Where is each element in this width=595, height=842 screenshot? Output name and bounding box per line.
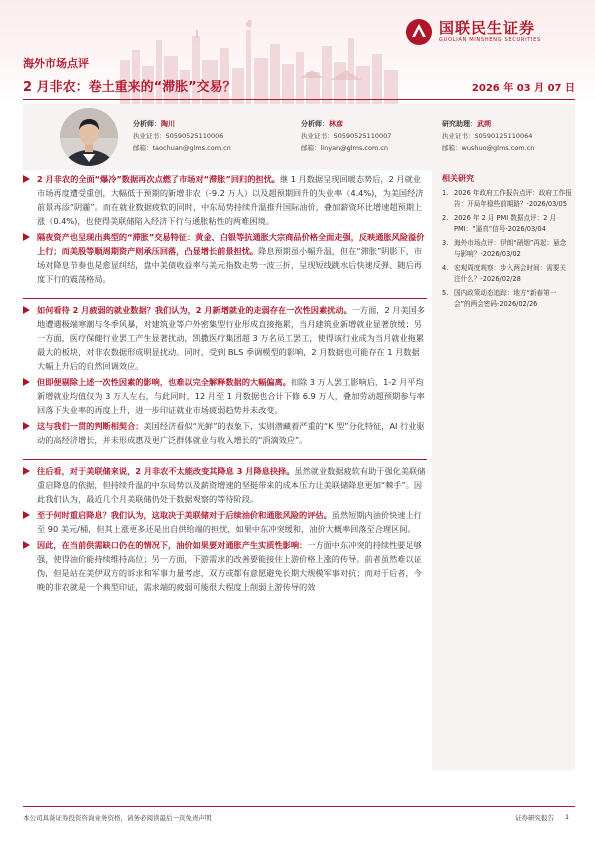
analyst-1-name: 陶川 xyxy=(161,120,175,128)
paragraph-2 xyxy=(23,230,427,286)
analyst-3-email: 邮箱：wushuo@glms.com.cn xyxy=(442,144,535,152)
bullet-arrow-icon xyxy=(23,175,30,183)
paragraph-6-body: 虽然就业数据疲软有助于强化美联储重启降息的依据，但持续升温的中东局势以及薪资增速的坚挺带来的成本压力让美联储降息更加“棘手”。因此我们认为，最近几个月美联储仍处于数据观察的等待阶段。 xyxy=(37,466,426,504)
bullet-arrow-icon xyxy=(23,541,30,549)
related-research-item[interactable]: 1. 2026 年政府工作报告点评：政府工作报告：开局年稳些前期路？-2026/03/05 xyxy=(442,189,572,208)
paragraph-3-lead: 如何看待 2 月疲弱的就业数据？我们认为，2 月新增就业的走弱存在一次性因素扰动。 xyxy=(37,305,352,315)
paragraph-5-body: 美国经济看似“光鲜”的表象下，实则潜藏着严重的“K 型”分化特征，AI 行业驱动的高经济增长，并未形成惠及更广泛群体就业与收入增长的“涓滴效应”。 xyxy=(37,421,425,445)
company-name-en: GUOLIAN MINSHENG SECURITIES xyxy=(439,37,541,43)
paragraph-3 xyxy=(23,303,427,373)
analyst-1-email: 邮箱：taochuan@glms.com.cn xyxy=(133,144,231,152)
analyst-2-cert: 执业证书：S0590525110007 xyxy=(301,132,392,140)
company-name-cn: 国联民生证券 xyxy=(439,19,536,37)
section-divider xyxy=(23,459,427,460)
report-title: 2 月非农：卷土重来的“滞胀”交易？ xyxy=(23,80,236,95)
paragraph-8-lead: 因此，在当前供需缺口仍在的情况下，油价如果要对通胀产生实质性影响： xyxy=(37,540,308,550)
bullet-arrow-icon xyxy=(23,422,30,430)
analyst-3: 研究助理：武朔 执业证书：S0590125110064 邮箱：wushuo@glms.com.cn xyxy=(442,120,535,152)
analyst-avatar xyxy=(60,108,118,166)
related-research-title: 相关研究 xyxy=(442,174,474,183)
paragraph-1-body: 继 1 月数据呈现回暖态势后，2 月就业市场再度遭受重创，大幅低于预期的新增非农（-9.2 万人）以及超预期回升的失业率（4.4%)，为美国经济前景再添“阴霾”。而在就业数据疲软的同时，中东局势持续升温推升国际油价，叠加薪资环比增速超预期上涨（0.4%)，也使得美联储陷入经济下行与通胀粘性的两难困境。 xyxy=(37,174,424,226)
company-logo xyxy=(405,18,541,46)
company-logo-text xyxy=(439,20,541,44)
paragraph-2-lead: 隔夜资产也呈现出典型的“滞胀”交易特征：黄金、白银等抗通胀大宗商品价格全面走强，反映通胀风险溢价上行；而美股等顺周期资产则承压回落，凸显增长前景担忧。 xyxy=(37,232,425,256)
bullet-arrow-icon xyxy=(23,467,30,475)
analyst-1: 分析师：陶川 执业证书：S0590525110006 邮箱：taochuan@glms.com.cn xyxy=(133,120,231,152)
related-research-item[interactable]: 4. 宏观周度观察：步入两会时间：需要关注什么？-2026/02/28 xyxy=(442,264,567,283)
footer-label: 证券研究报告 xyxy=(515,814,554,822)
page-number: 1 xyxy=(565,813,570,821)
paragraph-5-lead: 这与我们一贯的判断相契合： xyxy=(37,421,144,431)
related-research-list xyxy=(442,188,572,313)
related-research-item[interactable]: 5. 国内政策动态追踪：地方“新春第一会”的两会密码-2026/02/26 xyxy=(442,289,557,308)
related-research-item[interactable]: 3. 海外市场点评：伊朗“硝烟”再起：悬念与影响？-2026/03/02 xyxy=(442,239,567,258)
title-divider xyxy=(23,99,575,100)
main-content xyxy=(23,172,427,596)
title-row xyxy=(23,76,575,98)
paragraph-2-body: 降息预期虽小幅升温，但在“滞胀”阴影下，市场对降息节奏也是愈显纠结，盘中美债收益率与美元指数走势一波三折，呈现短线跳水后快速反弹、随后再度下行的震荡格局。 xyxy=(37,246,423,284)
paragraph-8 xyxy=(23,538,427,594)
paragraph-1-lead: 2 月非农的全面“爆冷”数据再次点燃了市场对“滞胀”回归的担忧。 xyxy=(37,174,280,184)
paragraph-4-lead: 但即便剔除上述一次性因素的影响，也难以完全解释数据的大幅偏离。 xyxy=(37,377,291,387)
analyst-1-role: 分析师 xyxy=(133,120,154,128)
bullet-arrow-icon xyxy=(23,233,30,241)
analyst-2-role: 分析师 xyxy=(301,120,322,128)
person-photo-icon xyxy=(60,108,118,166)
company-logo-icon xyxy=(405,18,433,46)
analyst-2-email: 邮箱：linyan@glms.com.cn xyxy=(301,144,389,152)
footer-divider xyxy=(23,806,575,807)
section-tag: 海外市场点评 xyxy=(23,57,89,70)
related-research-item[interactable]: 2. 2026 年 2 月 PMI 数据点评：2 月 PMI：“逼真”信号-2026/03/04 xyxy=(442,214,557,233)
paragraph-1 xyxy=(23,172,427,228)
footer-disclaimer: 本公司具备证券投资咨询业务资格，请务必阅读最后一页免责声明 xyxy=(23,814,212,822)
paragraph-4-body: 扣除 3 万人罢工影响后，1-2 月平均新增就业均值仅为 3 万人左右，与此同时，12 月至 1 月数据也合计下修 6.9 万人，叠加劳动超预期参与率回落下失业率的再度上升，进一步印证就业市场疲弱趋势并未改变。 xyxy=(37,377,425,415)
paragraph-5 xyxy=(23,419,427,447)
paragraph-7-lead: 至于何时重启降息？我们认为，这取决于美联储对于后续油价和通胀风险的评估。 xyxy=(37,510,332,520)
paragraph-6-lead: 往后看，对于美联储来说，2 月非农不太能改变其降息 3 月降息抉择。 xyxy=(37,466,295,476)
paragraph-6 xyxy=(23,464,427,506)
paragraph-8-body: 一方面中东冲突的持续性要足够强，使得油价能持续维持高位；另一方面，下游需求的改善要能接住上游价格上涨的传导。前者虽然难以证伪，但是站在美伊双方的诉求和军事力量考虑，双方或都有意愿避免长期大规模军事对抗；而对于后者，今晚的非农就是一个典型印证，需求端的疲弱可能很大程度上削弱上游传导的效 xyxy=(37,540,422,592)
analyst-2: 分析师：林彦 执业证书：S0590525110007 邮箱：linyan@glms.com.cn xyxy=(301,120,392,152)
report-date: 2026 年 03 月 07 日 xyxy=(471,83,575,94)
analyst-2-name: 林彦 xyxy=(329,120,343,128)
analyst-3-name: 武朔 xyxy=(477,120,491,128)
bullet-arrow-icon xyxy=(23,306,30,314)
paragraph-3-body: 一方面，2 月美国多地遭遇极端寒潮与冬季风暴，对建筑业等户外密集型行业形成直接拖累，当月建筑业新增就业显著放缓；另一方面，医疗保健行业罢工产生显著扰动，凯撒医疗集团超 3 万名员工罢工，使得该行业成为当月就业拖累最大的板块，对非农数据形成明显扰动。同时，受到 BLS 季调模型的影响，2 月数据也可能存在 1 月数据大幅上升后的自然回调效应。 xyxy=(37,305,426,371)
analyst-3-cert: 执业证书：S0590125110064 xyxy=(442,132,533,140)
paragraph-4 xyxy=(23,375,427,417)
paragraph-7-body: 虽然短期内油价快速上行至 90 美元/桶，但其上涨更多还是出自供给端的担忧，如果中东冲突缓和，油价大概率回落至合理区间。 xyxy=(37,510,422,534)
paragraph-7 xyxy=(23,508,427,536)
analyst-3-role: 研究助理 xyxy=(442,120,470,128)
bullet-arrow-icon xyxy=(23,511,30,519)
section-divider xyxy=(23,298,427,299)
analyst-1-cert: 执业证书：S0590525110006 xyxy=(133,132,224,140)
bullet-arrow-icon xyxy=(23,378,30,386)
